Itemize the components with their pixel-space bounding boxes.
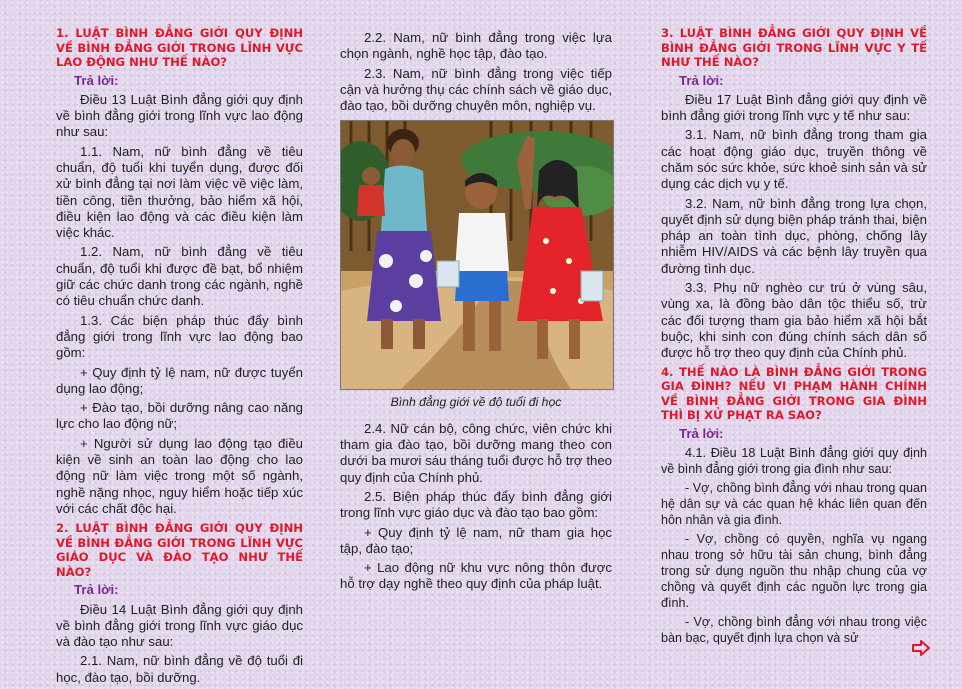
column-3 [661,26,927,649]
paragraph: 1.3. Các biện pháp thúc đẩy bình đẳng giới trong lĩnh vực lao động bao gồm: [56,312,303,361]
paragraph: Điều 13 Luật Bình đẳng giới quy định về bình đẳng giới trong lĩnh vực lao động như sau: [56,91,303,140]
paragraph: 3.1. Nam, nữ bình đẳng trong tham gia các hoạt động giáo dục, truyền thông về chăm sóc sức khỏe, sức khoẻ sinh sản và sử dụng các dịch vụ y tế. [661,127,927,192]
list-item: + Người sử dụng lao động tạo điều kiện về sinh an toàn lao động cho lao động nữ làm việc trong một số ngành, nghề nặng nhọc, nguy hiểm hoặc tiếp xúc với các chất độc hại. [56,435,303,516]
list-item: + Quy định tỷ lệ nam, nữ được tuyển dụng lao động; [56,364,303,396]
list-item: - Vợ, chồng bình đẳng với nhau trong việc bàn bạc, quyết định lựa chọn và sử [661,614,927,645]
paragraph: 3.2. Nam, nữ bình đẳng trong lựa chọn, quyết định sử dụng biện pháp tránh thai, biện pháp an toàn tình dục, phòng, chống lây nhiễm HIV/AIDS và các bệnh lây truyền qua đường tình dục. [661,195,927,276]
question-1-heading: 1. LUẬT BÌNH ĐẲNG GIỚI QUY ĐỊNH VỀ BÌNH ĐẲNG GIỚI TRONG LĨNH VỰC LAO ĐỘNG NHƯ THẾ NÀO? [56,26,303,69]
illustration-picture [341,121,613,389]
list-item: - Vợ, chồng bình đẳng với nhau trong quan hệ dân sự và các quan hệ khác liên quan đến hôn nhân và gia đình. [661,480,927,527]
list-item: + Đào tạo, bồi dưỡng nâng cao năng lực cho lao động nữ; [56,400,303,432]
paragraph: 2.2. Nam, nữ bình đẳng trong việc lựa chọn ngành, nghề học tập, đào tạo. [340,30,612,62]
illustration-children-going-to-school [340,120,614,390]
column-2 [340,30,612,596]
answer-label: Trả lời: [679,72,724,88]
answer-label: Trả lời: [74,582,119,598]
paragraph: 2.5. Biện pháp thúc đẩy bình đẳng giới trong lĩnh vực giáo dục và đào tạo bao gồm: [340,488,612,521]
paragraph: Điều 14 Luật Bình đẳng giới quy định về bình đẳng giới trong lĩnh vực giáo dục và đào tạo như sau: [56,601,303,650]
paragraph: 2.4. Nữ cán bộ, công chức, viên chức khi tham gia đào tạo, bồi dưỡng mang theo con dưới ba mươi sáu tháng tuổi được hỗ trợ theo quy định của Chính phủ. [340,420,612,485]
answer-label: Trả lời: [679,425,724,441]
paragraph: 1.1. Nam, nữ bình đẳng về tiêu chuẩn, độ tuổi khi tuyển dụng, được đối xử bình đẳng tại nơi làm việc về việc làm, tiền công, tiền thưởng, bảo hiểm xã hội, điều kiện lao động và các điều kiện làm việc khác. [56,143,303,241]
question-3-heading: 3. LUẬT BÌNH ĐẲNG GIỚI QUY ĐỊNH VỀ BÌNH ĐẲNG GIỚI TRONG LĨNH VỰC Y TẾ NHƯ THẾ NÀO? [661,26,927,69]
paragraph: 3.3. Phụ nữ nghèo cư trú ở vùng sâu, vùng xa, là đồng bào dân tộc thiểu số, trừ các đối tượng tham gia bảo hiểm xã hội bắt buộc, khi sinh con đúng chính sách dân số được hỗ trợ theo quy định của Chính phủ. [661,280,927,361]
list-item: - Vợ, chồng có quyền, nghĩa vụ ngang nhau trong sở hữu tài sản chung, bình đẳng trong sử dụng nguồn thu nhập chung của vợ chồng và quyết định các nguồn lực trong gia đình. [661,531,927,610]
column-1 [56,26,303,689]
next-page-arrow-icon[interactable] [912,640,930,656]
answer-label: Trả lời: [74,72,119,88]
image-caption: Bình đẳng giới về độ tuổi đi học [390,395,562,410]
list-item: + Quy định tỷ lệ nam, nữ tham gia học tập, đào tạo; [340,524,612,556]
paragraph: 2.3. Nam, nữ bình đẳng trong việc tiếp cận và hưởng thụ các chính sách về giáo dục, đào tạo, bồi dưỡng chuyên môn, nghiệp vụ. [340,65,612,114]
paragraph: 4.1. Điều 18 Luật Bình đẳng giới quy định về bình đẳng giới trong gia đình như sau: [661,445,927,476]
paragraph: 2.1. Nam, nữ bình đẳng về độ tuổi đi học, đào tạo, bồi dưỡng. [56,653,303,685]
question-4-heading: 4. THẾ NÀO LÀ BÌNH ĐẲNG GIỚI TRONG GIA ĐÌNH? NẾU VI PHẠM HÀNH CHÍNH VỀ BÌNH ĐẲNG GIỚI TRONG GIA ĐÌNH THÌ BỊ XỬ PHẠT RA SAO? [661,364,927,423]
paragraph: 1.2. Nam, nữ bình đẳng về tiêu chuẩn, độ tuổi khi được đề bạt, bổ nhiệm giữ các chức danh trong các ngành, nghề có tiêu chuẩn chức danh. [56,244,303,309]
question-2-heading: 2. LUẬT BÌNH ĐẲNG GIỚI QUY ĐỊNH VỀ BÌNH ĐẲNG GIỚI TRONG LĨNH VỰC GIÁO DỤC VÀ ĐÀO TẠO NHƯ THẾ NÀO? [56,521,303,579]
list-item: + Lao động nữ khu vực nông thôn được hỗ trợ dạy nghề theo quy định của pháp luật. [340,560,612,592]
paragraph: Điều 17 Luật Bình đẳng giới quy định về bình đẳng giới trong lĩnh vực y tế như sau: [661,91,927,124]
